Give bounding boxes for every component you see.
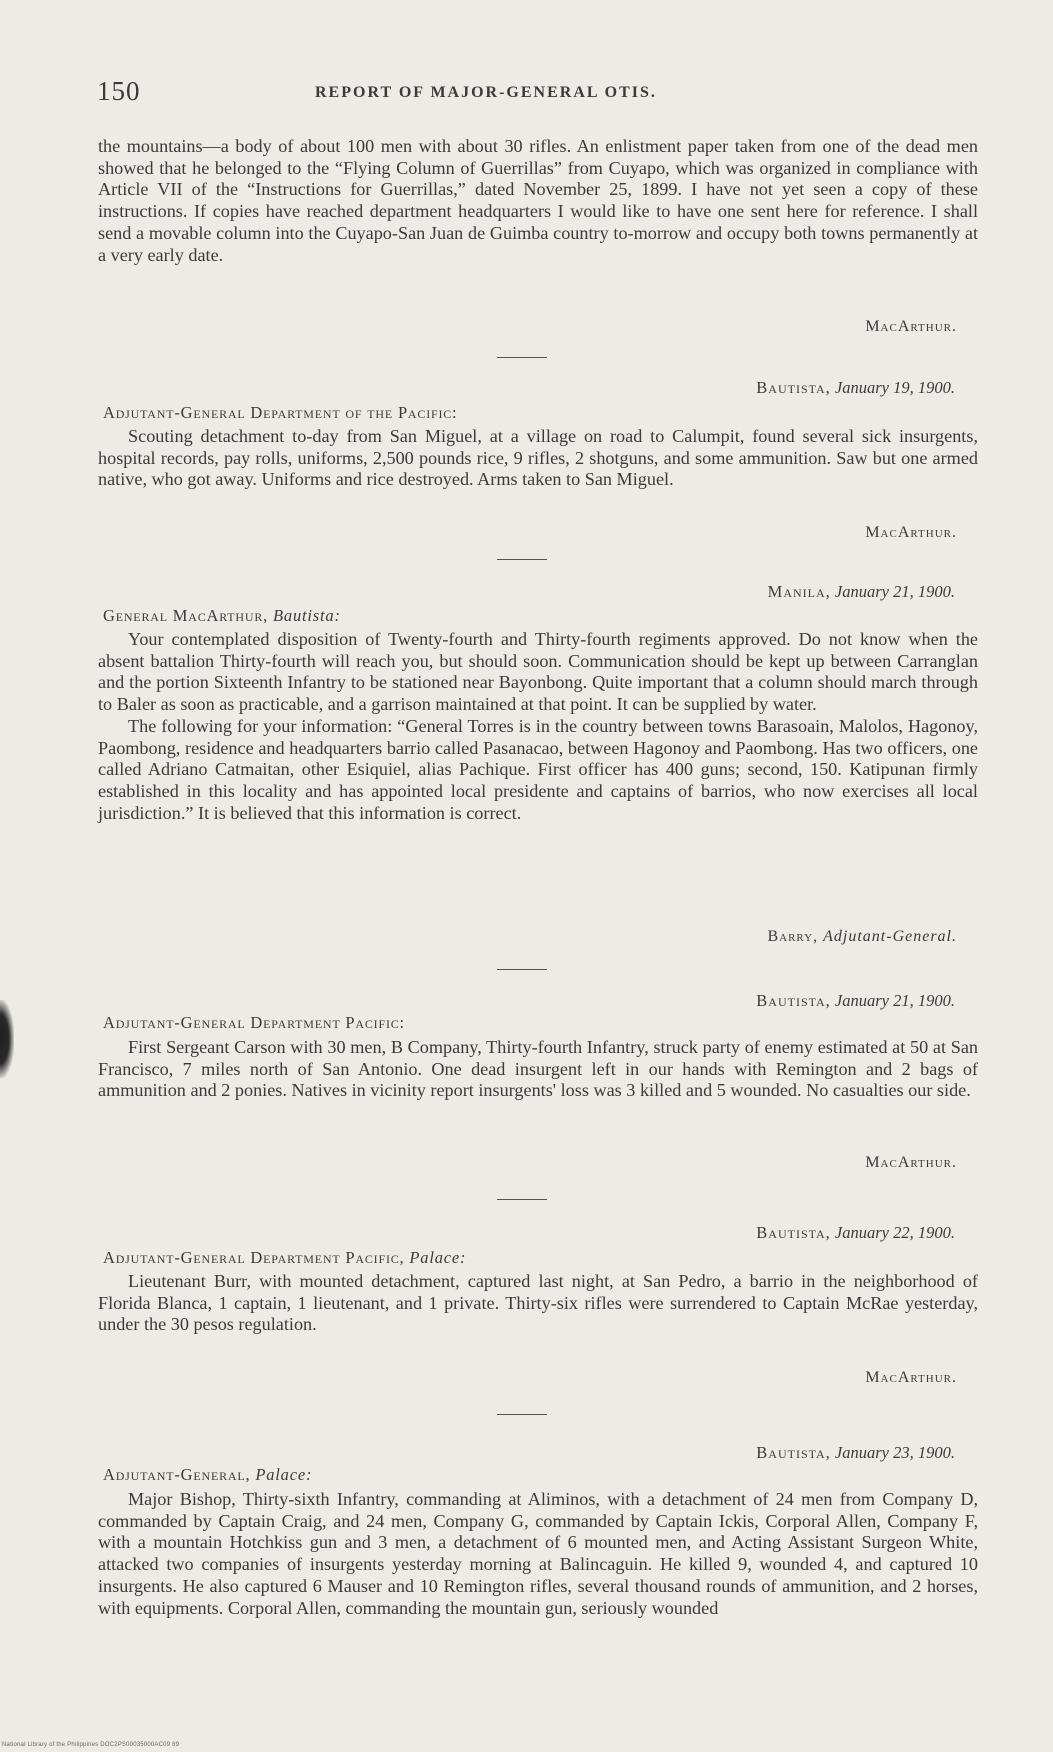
addressee-location: Palace: <box>409 1248 467 1267</box>
section-divider <box>497 559 547 560</box>
dateline <box>756 378 955 398</box>
running-title: REPORT OF MAJOR-GENERAL OTIS. <box>315 84 657 101</box>
addressee-name: Adjutant-General, <box>103 1465 251 1484</box>
dateline <box>768 582 955 602</box>
signature: MacArthur. <box>865 1369 957 1386</box>
dateline-date: January 21, 1900. <box>834 991 955 1010</box>
signature: MacArthur. <box>865 524 957 541</box>
signature: MacArthur. <box>865 318 957 335</box>
section-divider <box>497 1414 547 1415</box>
addressee-name: Adjutant-General Department of the Pacific: <box>103 403 458 422</box>
addressee-name: General MacArthur, <box>103 606 269 625</box>
addressee <box>103 1013 405 1033</box>
binding-shadow <box>0 1000 14 1078</box>
addressee-location: Palace: <box>255 1465 313 1484</box>
signature-title: Adjutant-General. <box>823 928 957 945</box>
page-number: 150 <box>97 76 141 106</box>
paragraph: First Sergeant Carson with 30 men, B Company, Thirty-fourth Infantry, struck party of enemy estimated at 50 at San Francisco, 7 miles north of San Antonio. One dead insurgent left in our hands with Remington and 2 bags of ammunition and 2 ponies. Natives in vicinity report insurgents' loss was 3 killed and 5 wounded. No casualties our side. <box>98 1037 978 1101</box>
dateline-date: January 23, 1900. <box>834 1443 955 1462</box>
dateline-place: Manila, <box>767 582 831 601</box>
section-divider <box>497 969 547 970</box>
paragraph: Lieutenant Burr, with mounted detachment, captured last night, at San Pedro, a barrio in the neighborhood of Florida Blanca, 1 captain, 1 lieutenant, and 1 private. Thirty-six rifles were surrendered to Captain McRae yesterday, under the 30 pesos regulation. <box>98 1271 978 1335</box>
paragraph: Scouting detachment to-day from San Miguel, at a village on road to Calumpit, found several sick insurgents, hospital records, pay rolls, uniforms, 2,500 pounds rice, 9 rifles, 2 shotguns, and some ammunition. Saw but one armed native, who got away. Uniforms and rice destroyed. Arms taken to San Miguel. <box>98 426 978 490</box>
signature-name: Barry, <box>767 928 819 945</box>
dateline-date: January 21, 1900. <box>834 582 955 601</box>
dateline-date: January 19, 1900. <box>834 378 955 397</box>
dateline <box>756 1443 955 1463</box>
telegram-body <box>98 1489 978 1619</box>
dateline-place: Bautista, <box>756 378 831 397</box>
dateline-place: Bautista, <box>756 1443 831 1462</box>
addressee <box>103 606 341 626</box>
dateline <box>756 1223 955 1243</box>
dateline-place: Bautista, <box>756 1223 831 1242</box>
dateline-date: January 22, 1900. <box>834 1223 955 1242</box>
dateline <box>756 991 955 1011</box>
section-divider <box>497 1199 547 1200</box>
addressee-name: Adjutant-General Department Pacific, <box>103 1248 405 1267</box>
addressee <box>103 403 457 423</box>
paragraph: The following for your information: “General Torres is in the country between towns Barasoain, Malolos, Hagonoy, Paombong, residence and headquarters barrio called Pasanacao, between Hagonoy and Paombong. Has two officers, one called Adriano Catmaitan, other Esiquiel, alias Pachique. First officer has 400 guns; second, 150. Katipunan firmly established in this locality and has appointed local presidente and captains of barrios, who now exercises all local jurisdiction.” It is believed that this information is correct. <box>98 715 978 823</box>
section-divider <box>497 357 547 358</box>
addressee-name: Adjutant-General Department Pacific: <box>103 1013 405 1032</box>
addressee <box>103 1465 312 1485</box>
telegram-body <box>98 1271 978 1336</box>
scan-credit: National Library of the Philippines DOC2PS00035000AC09 89 <box>2 1742 180 1748</box>
signature: MacArthur. <box>865 1154 957 1171</box>
telegram-body <box>98 1037 978 1102</box>
dateline-place: Bautista, <box>756 991 831 1010</box>
page-header <box>97 76 977 116</box>
addressee-location: Bautista: <box>273 606 341 625</box>
signature <box>767 928 957 946</box>
addressee <box>103 1248 466 1268</box>
paragraph: the mountains—a body of about 100 men with about 30 rifles. An enlistment paper taken from one of the dead men showed that he belonged to the “Flying Column of Guerrillas” from Cuyapo, which was organized in compliance with Article VII of the “Instructions for Guerrillas,” dated November 25, 1899. I have not yet seen a copy of these instructions. If copies have reached department headquarters I would like to have one sent here for reference. I shall send a movable column into the Cuyapo-San Juan de Guimba country to-morrow and occupy both towns permanently at a very early date. <box>98 136 978 265</box>
continuation-text <box>98 136 978 266</box>
telegram-body <box>98 426 978 491</box>
telegram-body <box>98 629 978 824</box>
paragraph: Your contemplated disposition of Twenty-fourth and Thirty-fourth regiments approved. Do not know when the absent battalion Thirty-fourth will reach you, but should soon. Communication should be kept up between Carranglan and the portion Sixteenth Infantry to be stationed near Bayonbong. Quite important that a column should march through to Baler as soon as practicable, and a garrison maintained at that point. It can be supplied by water. <box>98 629 978 715</box>
paragraph: Major Bishop, Thirty-sixth Infantry, commanding at Aliminos, with a detachment of 24 men from Company D, commanded by Captain Craig, and 24 men, Company G, commanded by Captain Ickis, Corporal Allen, Company F, with a mountain Hotchkiss gun and 3 men, a detachment of 6 mounted men, and Acting Assistant Surgeon White, attacked two companies of insurgents yesterday morning at Balincaguin. He killed 9, wounded 4, and captured 10 insurgents. He also captured 6 Mauser and 10 Remington rifles, several thousand rounds of ammunition, and 2 horses, with equipments. Corporal Allen, commanding the mountain gun, seriously wounded <box>98 1489 978 1618</box>
